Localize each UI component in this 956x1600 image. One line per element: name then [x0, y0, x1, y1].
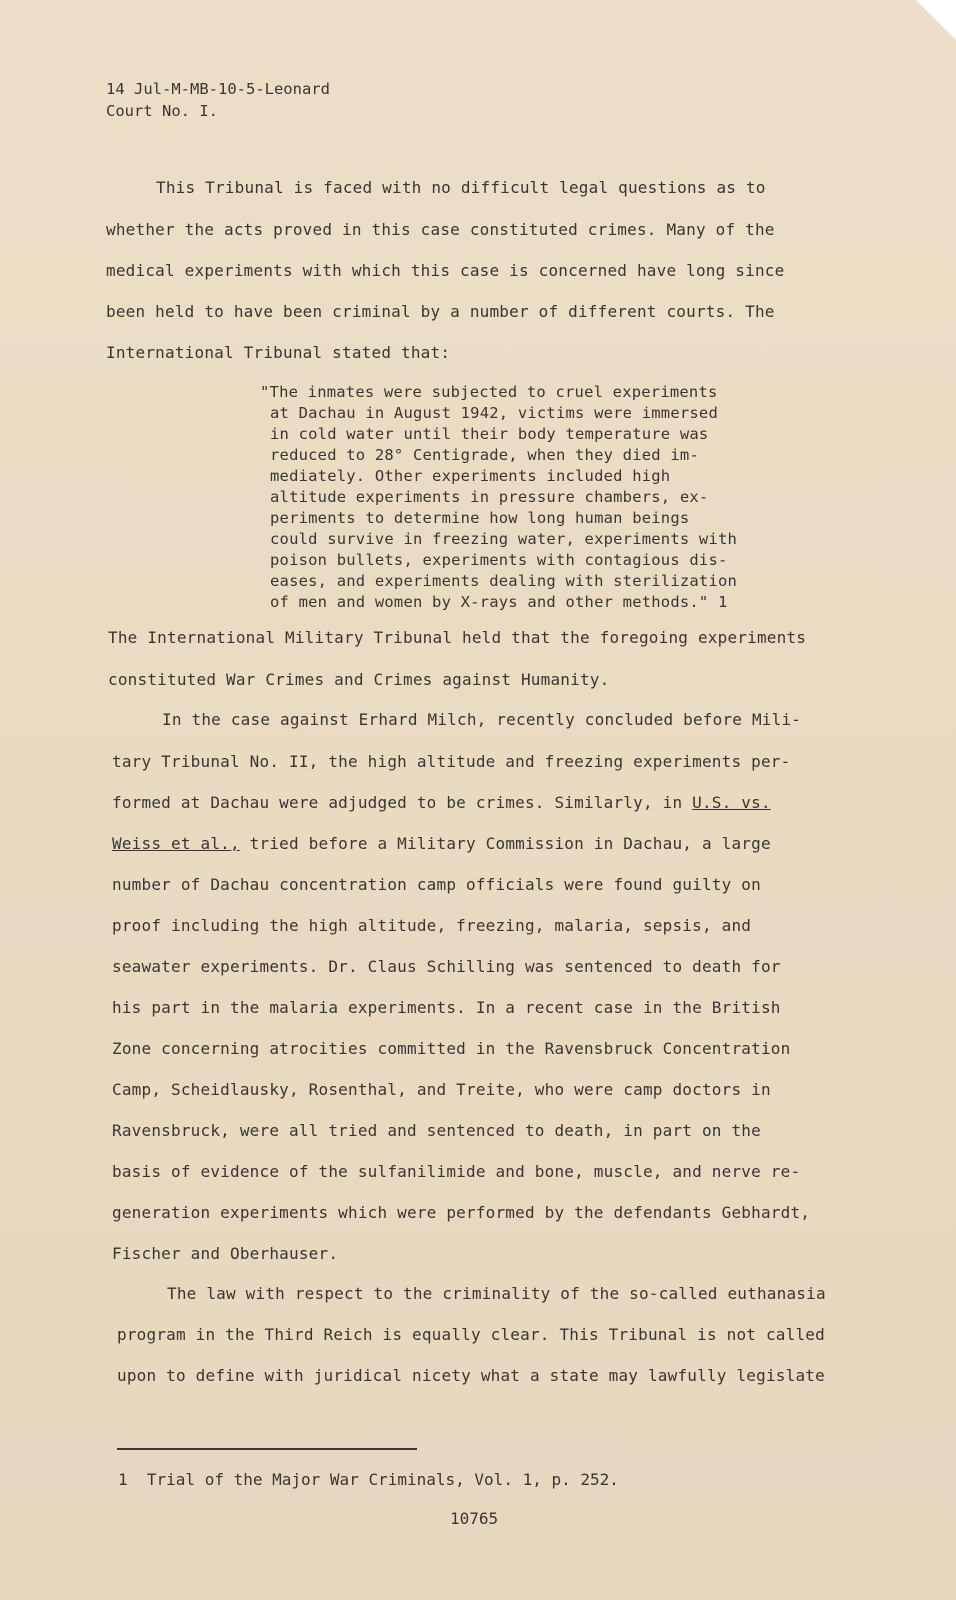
text-line: Ravensbruck, were all tried and sentenced to death, in part on the: [112, 1121, 761, 1140]
text-line: Fischer and Oberhauser.: [112, 1244, 339, 1263]
quote-line: in cold water until their body temperature was: [270, 425, 709, 443]
text-line: been held to have been criminal by a number of different courts. The: [106, 302, 775, 321]
text-segment: formed at Dachau were adjudged to be crimes. Similarly, in: [112, 793, 693, 812]
text-line: proof including the high altitude, freezing, malaria, sepsis, and: [112, 916, 752, 935]
folded-corner: [916, 0, 956, 40]
text-line: constituted War Crimes and Crimes against Humanity.: [108, 670, 610, 689]
quote-line: poison bullets, experiments with contagious dis-: [270, 551, 728, 569]
text-line: The International Military Tribunal held that the foregoing experiments: [108, 628, 807, 647]
reference-line: 14 Jul-M-MB-10-5-Leonard: [106, 80, 330, 98]
footnote-divider: [117, 1448, 417, 1450]
text-line: his part in the malaria experiments. In a recent case in the British: [112, 998, 781, 1017]
text-line: upon to define with juridical nicety what a state may lawfully legislate: [117, 1366, 825, 1385]
quote-line: mediately. Other experiments included high: [270, 467, 671, 485]
text-line: medical experiments with which this case is concerned have long since: [106, 261, 785, 280]
text-line: basis of evidence of the sulfanilimide and bone, muscle, and nerve re-: [112, 1162, 801, 1181]
case-citation: Weiss et al.,: [112, 834, 240, 853]
text-line: [112, 793, 771, 812]
quote-line: at Dachau in August 1942, victims were immersed: [270, 404, 718, 422]
text-segment: tried before a Military Commission in Dachau, a large: [239, 834, 771, 853]
text-line: International Tribunal stated that:: [106, 343, 451, 362]
quote-line: eases, and experiments dealing with sterilization: [270, 572, 738, 590]
text-line: number of Dachau concentration camp officials were found guilty on: [112, 875, 761, 894]
quote-line: "The inmates were subjected to cruel experiments: [260, 383, 718, 401]
text-line: whether the acts proved in this case constituted crimes. Many of the: [106, 220, 775, 239]
document-header: [106, 78, 330, 122]
quote-line: reduced to 28° Centigrade, when they died im-: [270, 446, 699, 464]
page-number: 10765: [450, 1509, 499, 1528]
text-line: seawater experiments. Dr. Claus Schilling was sentenced to death for: [112, 957, 781, 976]
text-line: [112, 834, 771, 853]
text-line: In the case against Erhard Milch, recently concluded before Mili-: [162, 710, 802, 729]
text-line: program in the Third Reich is equally clear. This Tribunal is not called: [117, 1325, 825, 1344]
quote-line: periments to determine how long human beings: [270, 509, 690, 527]
footnote: 1 Trial of the Major War Criminals, Vol. 1, p. 252.: [118, 1470, 619, 1489]
case-citation: U.S. vs.: [692, 793, 771, 812]
text-line: This Tribunal is faced with no difficult legal questions as to: [156, 178, 766, 197]
text-line: The law with respect to the criminality of the so-called euthanasia: [167, 1284, 826, 1303]
court-line: Court No. I.: [106, 102, 218, 120]
text-line: Zone concerning atrocities committed in the Ravensbruck Concentration: [112, 1039, 791, 1058]
quote-line: of men and women by X-rays and other methods." 1: [270, 593, 728, 611]
text-line: tary Tribunal No. II, the high altitude and freezing experiments per-: [112, 752, 791, 771]
quote-line: altitude experiments in pressure chambers, ex-: [270, 488, 709, 506]
text-line: generation experiments which were performed by the defendants Gebhardt,: [112, 1203, 811, 1222]
text-line: Camp, Scheidlausky, Rosenthal, and Treite, who were camp doctors in: [112, 1080, 771, 1099]
quote-line: could survive in freezing water, experiments with: [270, 530, 738, 548]
